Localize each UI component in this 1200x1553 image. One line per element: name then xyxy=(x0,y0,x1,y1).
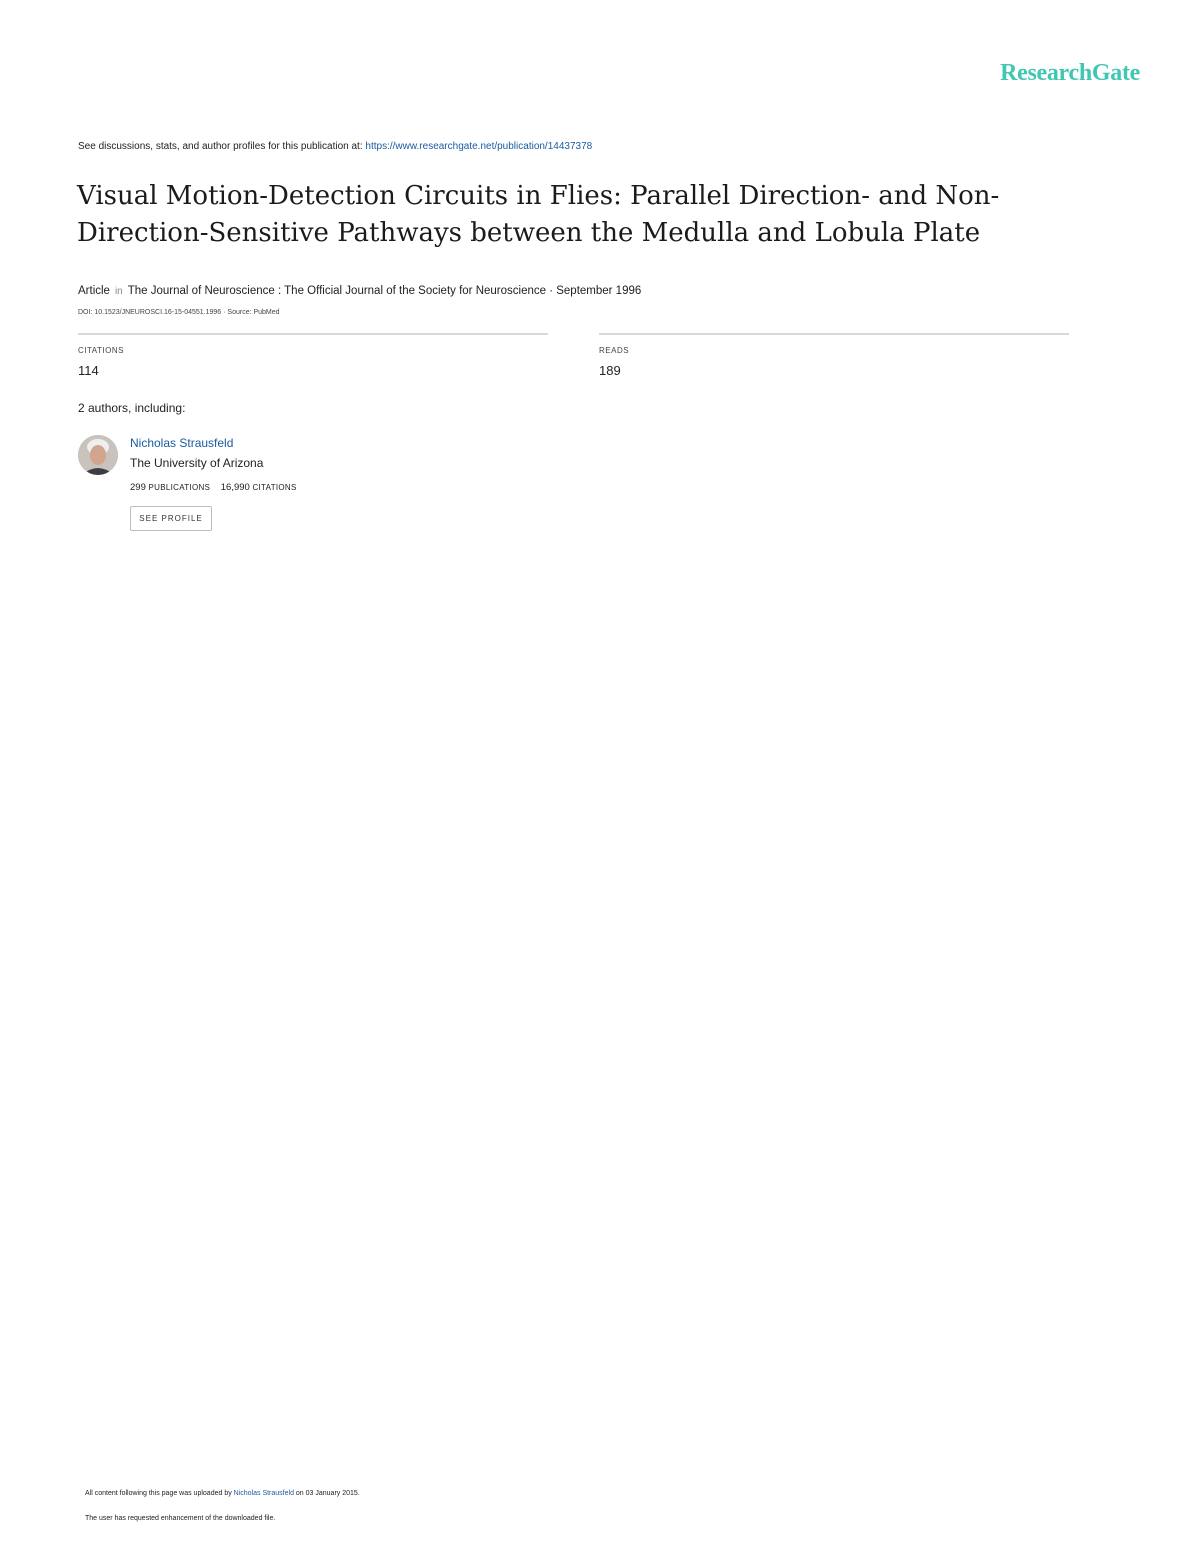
enhancement-notice: The user has requested enhancement of the downloaded file. xyxy=(85,1515,276,1522)
author-avatar[interactable] xyxy=(78,435,118,475)
author-citations-label: CITATIONS xyxy=(252,483,297,492)
reads-stat xyxy=(599,333,1069,378)
see-profile-button[interactable]: SEE PROFILE xyxy=(130,506,212,531)
citations-value: 114 xyxy=(78,363,99,378)
meta-separator: in xyxy=(114,286,123,297)
author-publications-count: 299 xyxy=(130,482,146,493)
discussion-text: See discussions, stats, and author profiles for this publication at: xyxy=(78,141,366,152)
author-publications-label: PUBLICATIONS xyxy=(148,483,211,492)
citations-label: CITATIONS xyxy=(78,346,124,355)
uploader-link[interactable]: Nicholas Strausfeld xyxy=(233,1490,294,1497)
citations-stat xyxy=(78,333,548,378)
upload-notice xyxy=(85,1490,360,1497)
upload-prefix: All content following this page was uploaded by xyxy=(85,1490,234,1497)
publication-link[interactable]: https://www.researchgate.net/publication/14437378 xyxy=(365,141,593,152)
article-type: Article xyxy=(78,285,110,297)
authors-heading: 2 authors, including: xyxy=(78,401,186,415)
author-photo-icon xyxy=(78,435,118,475)
discussion-line xyxy=(78,141,592,152)
author-institution: The University of Arizona xyxy=(130,456,264,470)
upload-suffix: on 03 January 2015. xyxy=(293,1490,360,1497)
reads-label: READS xyxy=(599,346,630,355)
author-citations-count: 16,990 xyxy=(220,482,250,493)
author-stats xyxy=(130,482,297,493)
article-meta xyxy=(78,285,641,297)
reads-value: 189 xyxy=(599,363,621,378)
doi-line: DOI: 10.1523/JNEUROSCI.16-15-04551.1996 · Source: PubMed xyxy=(78,309,280,316)
journal-name: The Journal of Neuroscience : The Official Journal of the Society for Neuroscience · September 1996 xyxy=(127,285,642,297)
article-title: Visual Motion-Detection Circuits in Flies: Parallel Direction- and Non-Direction-Sensitive Pathways between the Medulla and Lobula Plate xyxy=(77,181,1000,248)
researchgate-logo[interactable]: ResearchGate xyxy=(1000,60,1140,86)
author-name-link[interactable]: Nicholas Strausfeld xyxy=(130,436,234,450)
